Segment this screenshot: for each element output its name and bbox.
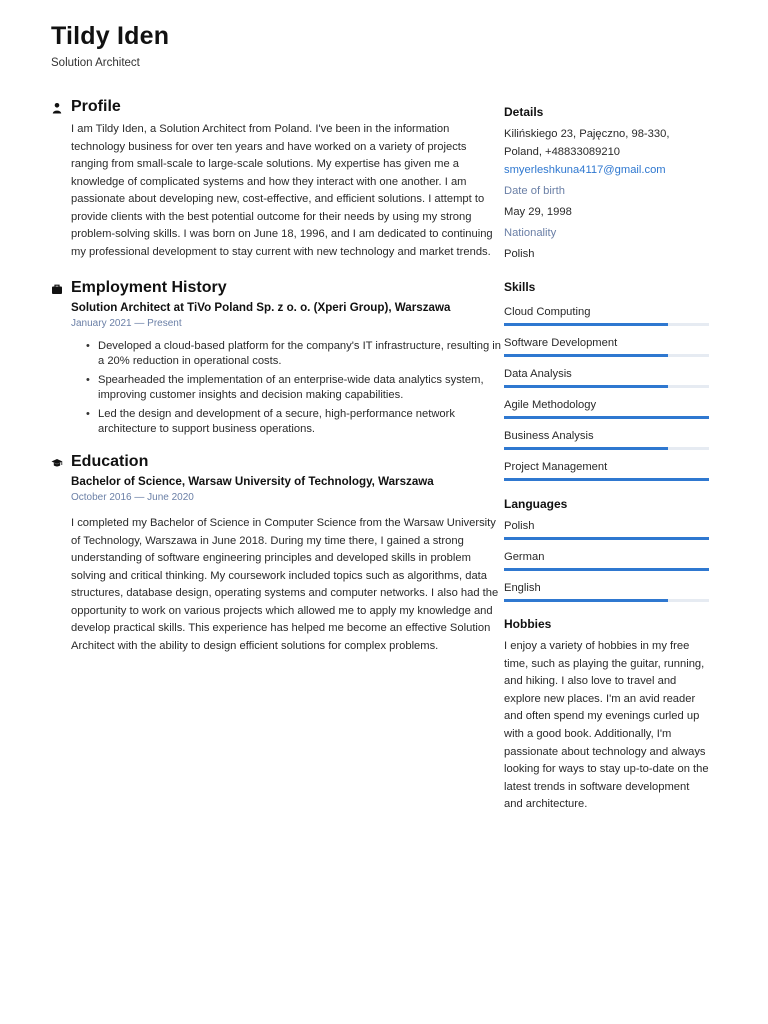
language-item — [504, 519, 709, 540]
job-bullet: • Spearheaded the implementation of an enterprise-wide data analytics system, improving customer insights and decision making capabilities. — [98, 373, 506, 403]
skill-item — [504, 429, 709, 450]
skill-level-track — [504, 447, 709, 450]
employment-title: Employment History — [71, 279, 227, 296]
employment-section — [51, 277, 506, 437]
job-bullet: • Developed a cloud-based platform for the company's IT infrastructure, resulting in a 20% reduction in operational costs. — [98, 339, 506, 369]
dob-value: May 29, 1998 — [504, 206, 572, 218]
address-line-1: Kilińskiego 23, Pajęczno, 98-330, — [504, 128, 670, 140]
education-section — [51, 451, 506, 655]
skills-title: Skills — [504, 280, 536, 294]
dob-label: Date of birth — [504, 185, 565, 197]
skill-item — [504, 398, 709, 419]
language-level-fill — [504, 537, 709, 540]
education-title: Education — [71, 453, 149, 470]
languages-title: Languages — [504, 497, 568, 511]
language-level-fill — [504, 568, 709, 571]
skill-label: Project Management — [504, 461, 608, 473]
skill-level-fill — [504, 323, 668, 326]
job-bullets — [71, 339, 506, 437]
candidate-role: Solution Architect — [51, 57, 140, 69]
language-item — [504, 581, 709, 602]
details-title: Details — [504, 105, 544, 119]
languages-section — [504, 496, 709, 602]
skill-level-fill — [504, 354, 668, 357]
skill-label: Agile Methodology — [504, 399, 597, 411]
skill-level-fill — [504, 447, 668, 450]
main-column — [51, 96, 506, 655]
hobbies-section — [504, 616, 709, 814]
skill-level-track — [504, 416, 709, 419]
skill-level-fill — [504, 385, 668, 388]
language-level-track — [504, 568, 709, 571]
skill-level-track — [504, 385, 709, 388]
skill-item — [504, 336, 709, 357]
skill-label: Business Analysis — [504, 430, 594, 442]
hobbies-title: Hobbies — [504, 617, 552, 631]
language-level-fill — [504, 599, 668, 602]
degree-date: October 2016 — June 2020 — [71, 492, 194, 503]
skills-list — [504, 305, 709, 481]
job-date: January 2021 — Present — [71, 318, 182, 329]
skill-item — [504, 305, 709, 326]
profile-title: Profile — [71, 98, 121, 115]
address-line-2: Poland, +48833089210 — [504, 146, 621, 158]
skill-label: Software Development — [504, 337, 618, 349]
skills-section — [504, 279, 709, 481]
skill-item — [504, 367, 709, 388]
job-bullet: • Led the design and development of a secure, high-performance network architecture to support business operations. — [98, 407, 506, 437]
languages-list — [504, 519, 709, 602]
graduation-cap-icon — [51, 457, 63, 469]
education-text: I completed my Bachelor of Science in Computer Science from the Warsaw University of Technology, Warszawa in June 2018. During my time there, I gained a strong understanding of software engineering principles and developed skills in problem solving and critical thinking. My coursework included topics such as algorithms, data structures, database design, operating systems and computer networks. I also had the opportunity to work on various projects which allowed me to apply my knowledge and develop practical skills. This experience has helped me become an effective Solution Architect with the ability to design efficient solutions for complex problems. — [71, 517, 499, 652]
briefcase-icon — [51, 283, 63, 295]
profile-text: I am Tildy Iden, a Solution Architect from Poland. I've been in the information technology business for over ten years and have worked on a variety of projects ranging from small-scale to large-scale solutions. My expertise has given me a knowledge of complicated systems and how they interact with one another. I am passionate about developing new, cost-effective, and efficient solutions. I attempt to provide clients with the best potential outcome for their needs by using my strong problem-solving skills. I was born on June 18, 1996, and I am dedicated to continuing my professional development to stay current with new technology and market trends. — [71, 123, 493, 258]
skill-item — [504, 460, 709, 481]
nationality-label: Nationality — [504, 227, 557, 239]
degree-title: Bachelor of Science, Warsaw University of Technology, Warszawa — [71, 475, 434, 488]
hobbies-text: I enjoy a variety of hobbies in my free time, such as playing the guitar, running, and hiking. I also love to travel and explore new places. I'm an avid reader and often spend my evenings curled up with a good book. Additionally, I'm passionate about technology and always looking for ways to stay up-to-date on the latest trends in software development and architecture. — [504, 640, 709, 811]
side-column — [504, 104, 709, 814]
job-title: Solution Architect at TiVo Poland Sp. z o. o. (Xperi Group), Warszawa — [71, 301, 451, 314]
nationality-value: Polish — [504, 248, 535, 260]
person-icon — [51, 102, 63, 114]
email-link[interactable]: smyerleshkuna4117@gmail.com — [504, 164, 666, 176]
skill-label: Cloud Computing — [504, 306, 591, 318]
language-level-track — [504, 537, 709, 540]
language-item — [504, 550, 709, 571]
skill-level-track — [504, 354, 709, 357]
skill-level-fill — [504, 478, 709, 481]
skill-level-track — [504, 323, 709, 326]
language-label: English — [504, 582, 541, 594]
language-level-track — [504, 599, 709, 602]
skill-level-track — [504, 478, 709, 481]
skill-level-fill — [504, 416, 709, 419]
profile-section — [51, 96, 506, 261]
skill-label: Data Analysis — [504, 368, 572, 380]
details-section — [504, 104, 709, 263]
candidate-name: Tildy Iden — [51, 22, 170, 50]
language-label: German — [504, 551, 545, 563]
resume-header — [51, 22, 169, 69]
language-label: Polish — [504, 520, 535, 532]
